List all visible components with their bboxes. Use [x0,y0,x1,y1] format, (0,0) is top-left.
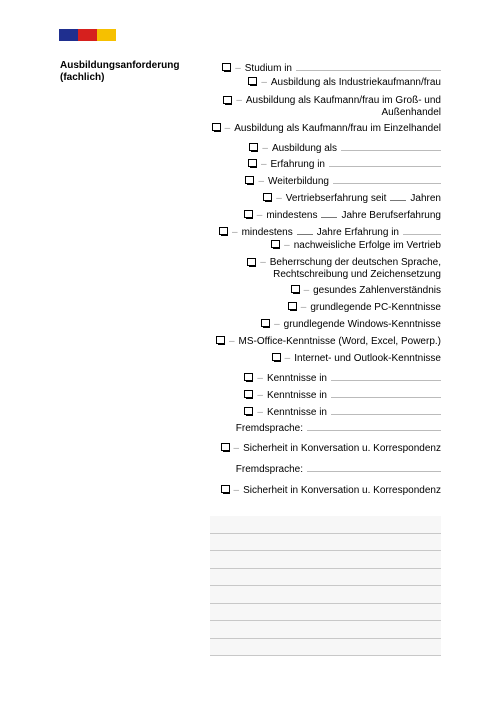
checkbox[interactable] [244,373,253,381]
dash: – [257,390,263,401]
dash: – [261,77,267,88]
section-title-line1: Ausbildungsanforderung [60,60,180,71]
item-zahlen [291,285,441,297]
dash: – [233,485,240,496]
fill-line[interactable] [307,461,441,472]
item-office [216,336,441,348]
notes-line[interactable] [210,569,441,587]
item-label-suffix: Jahre Erfahrung in [316,227,399,238]
notes-line[interactable] [210,534,441,552]
checkbox[interactable] [221,485,230,493]
item-label-line2: Außenhandel [381,107,441,118]
item-label: Kenntnisse in [266,373,327,384]
checkbox[interactable] [288,302,297,310]
item-label: Fremdsprache: [235,464,303,475]
item-konversation-2 [221,485,441,497]
item-label: nachweisliche Erfolge im Vertrieb [293,240,441,251]
item-label: Sicherheit in Konversation u. Korrespondenz [243,443,441,454]
item-label: gesundes Zahlenverständnis [313,285,441,296]
logo-blue-block [59,29,78,41]
dash: – [257,407,263,418]
checkbox[interactable] [245,176,254,184]
dash: – [284,240,290,251]
item-label: Internet- und Outlook-Kenntnisse [294,353,441,364]
dash: – [224,123,231,134]
fill-line[interactable] [296,60,441,71]
dash: – [260,257,266,268]
checkbox[interactable] [291,285,300,293]
notes-area[interactable] [210,516,441,656]
fill-line[interactable] [307,420,441,431]
item-kenntnisse-3 [244,404,441,419]
notes-line[interactable] [210,586,441,604]
section-title-line2: (fachlich) [60,72,105,83]
dash: – [232,227,238,238]
checkbox[interactable] [212,123,221,131]
item-label-line1: Beherrschung der deutschen Sprache, [269,257,441,268]
fill-line[interactable] [333,173,441,184]
fill-line[interactable] [321,207,337,218]
dash: – [233,443,240,454]
dash: – [260,159,267,170]
item-label: Sicherheit in Konversation u. Korrespondenz [243,485,441,496]
notes-line[interactable] [210,639,441,657]
checkbox[interactable] [244,210,253,218]
item-vertriebserfahrung [263,190,441,205]
dash: – [235,63,241,74]
item-label: Ausbildung als Industriekaufmann/frau [270,77,441,88]
item-konversation-1 [221,443,441,455]
checkbox[interactable] [272,353,281,361]
checkbox[interactable] [247,258,256,266]
section-title [60,60,179,84]
notes-line[interactable] [210,621,441,639]
item-deutsche-sprache [247,257,441,281]
item-label: Studium in [244,63,292,74]
checkbox[interactable] [249,143,258,151]
item-pc [288,302,441,314]
item-label-line2: Rechtschreibung und Zeichensetzung [273,269,441,280]
item-internet [272,353,441,365]
item-berufserfahrung [244,207,441,222]
item-kenntnisse-2 [244,387,441,402]
checkbox[interactable] [261,319,270,327]
item-label: Fremdsprache: [235,423,303,434]
item-label: Weiterbildung [268,176,329,187]
item-label: Erfahrung in [270,159,325,170]
item-label-suffix: Jahren [410,193,441,204]
item-label: mindestens [266,210,318,221]
item-label: Ausbildung als Kaufmann/frau im Einzelhandel [234,123,441,134]
checkbox[interactable] [222,63,231,71]
item-windows [261,319,441,331]
fill-line[interactable] [331,370,441,381]
checkbox[interactable] [271,240,280,248]
item-weiterbildung [245,173,441,188]
dash: – [257,373,263,384]
notes-line[interactable] [210,551,441,569]
item-erfolge [271,240,441,252]
item-label: Kenntnisse in [266,407,327,418]
checkbox[interactable] [223,96,232,104]
checkbox[interactable] [244,390,253,398]
fill-line[interactable] [331,387,441,398]
item-einzelhandel [212,123,441,135]
item-label: Ausbildung als [271,143,337,154]
item-erfahrung-jahre [219,224,441,239]
logo-yellow-block [97,29,116,41]
item-fremdsprache-2 [236,461,441,476]
checkbox[interactable] [244,407,253,415]
fill-line[interactable] [403,224,441,235]
logo-red-block [78,29,97,41]
dash: – [236,95,242,106]
fill-line[interactable] [329,156,441,167]
checkbox[interactable] [216,336,225,344]
dash: – [276,193,282,204]
item-label-line1: Ausbildung als Kaufmann/frau im Groß- und [245,95,441,106]
dash: – [256,210,263,221]
item-erfahrung-in [248,156,441,171]
item-label-suffix: Jahre Berufserfahrung [341,210,441,221]
fill-line[interactable] [297,224,313,235]
item-fremdsprache-1 [236,420,441,435]
item-label: mindestens [241,227,293,238]
fill-line[interactable] [341,140,441,151]
item-label: Vertriebserfahrung seit [285,193,387,204]
dash: – [274,319,280,330]
dash: – [303,285,310,296]
item-industrie [248,77,441,89]
dash: – [262,143,268,154]
item-studium [222,60,441,75]
checkbox[interactable] [248,77,257,85]
checkbox[interactable] [221,443,230,451]
item-kenntnisse-1 [244,370,441,385]
checkbox[interactable] [263,193,272,201]
dash: – [228,336,235,347]
item-grosshandel [223,95,441,119]
item-label: grundlegende Windows-Kenntnisse [283,319,441,330]
checkbox[interactable] [219,227,228,235]
item-label: grundlegende PC-Kenntnisse [310,302,441,313]
item-ausbildung-als [249,140,441,155]
dash: – [258,176,265,187]
dash: – [284,353,291,364]
fill-line[interactable] [390,190,406,201]
fill-line[interactable] [331,404,441,415]
dash: – [300,302,307,313]
company-logo [59,29,116,41]
notes-line[interactable] [210,604,441,622]
item-label: Kenntnisse in [266,390,327,401]
checkbox[interactable] [248,159,257,167]
notes-line[interactable] [210,516,441,534]
item-label: MS-Office-Kenntnisse (Word, Excel, Powerp.) [238,336,441,347]
